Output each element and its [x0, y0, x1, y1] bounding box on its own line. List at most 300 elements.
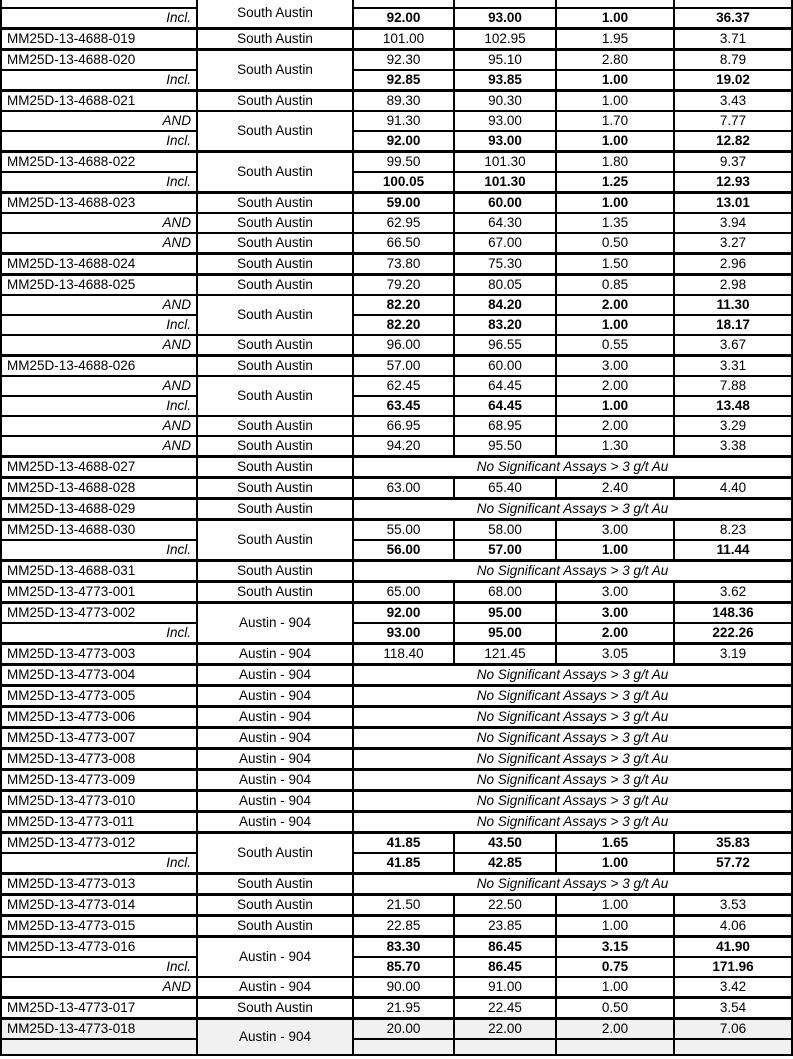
table-row: [1, 396, 792, 416]
table-row: [1, 376, 792, 396]
grade-cell: 13.48: [674, 396, 792, 416]
to-cell: 67.00: [454, 233, 556, 254]
grade-cell: 57.72: [674, 853, 792, 874]
table-row: [1, 749, 792, 770]
zone-cell: South Austin: [197, 233, 353, 254]
from-cell: 83.30: [353, 937, 454, 958]
table-row: [1, 457, 792, 478]
from-cell: 21.95: [353, 998, 454, 1019]
interval-cell: 1.00: [556, 193, 674, 214]
hole-id-cell: MM25D-13-4773-002: [1, 603, 197, 624]
interval-cell: 2.00: [556, 295, 674, 315]
hole-id-cell: MM25D-13-4773-011: [1, 812, 197, 833]
hole-id-cell: MM25D-13-4773-018: [1, 1019, 197, 1040]
table-row: [1, 29, 792, 50]
from-cell: 82.20: [353, 295, 454, 315]
to-cell: 86.45: [454, 937, 556, 958]
interval-cell: 0.50: [556, 998, 674, 1019]
to-cell: 64.45: [454, 376, 556, 396]
zone-cell: Austin - 904: [197, 770, 353, 791]
from-cell: 41.85: [353, 853, 454, 874]
to-cell: 91.00: [454, 977, 556, 998]
zone-cell: Austin - 904: [197, 812, 353, 833]
assay-table-body: [1, 0, 792, 1055]
interval-cell: 2.80: [556, 50, 674, 71]
from-cell: 66.95: [353, 416, 454, 436]
to-cell: 95.00: [454, 623, 556, 644]
table-row: [1, 874, 792, 895]
hole-id-cell: MM25D-13-4688-024: [1, 254, 197, 275]
from-cell: 41.85: [353, 833, 454, 854]
grade-cell: 3.62: [674, 582, 792, 603]
table-row: [1, 812, 792, 833]
no-significant-assays-cell: No Significant Assays > 3 g/t Au: [353, 770, 792, 791]
zone-cell: South Austin: [197, 376, 353, 416]
zone-cell: South Austin: [197, 275, 353, 296]
grade-cell: 12.93: [674, 172, 792, 193]
interval-cell: 0.85: [556, 275, 674, 296]
no-significant-assays-cell: No Significant Assays > 3 g/t Au: [353, 728, 792, 749]
interval-cell: 1.00: [556, 396, 674, 416]
no-significant-assays-cell: No Significant Assays > 3 g/t Au: [353, 665, 792, 686]
table-row: [1, 686, 792, 707]
from-cell: 90.00: [353, 977, 454, 998]
zone-cell: South Austin: [197, 416, 353, 436]
zone-cell: South Austin: [197, 478, 353, 499]
no-significant-assays-cell: No Significant Assays > 3 g/t Au: [353, 874, 792, 895]
zone-cell: South Austin: [197, 213, 353, 233]
from-cell: 20.00: [353, 1019, 454, 1040]
table-row: [1, 91, 792, 112]
interval-cell: 1.70: [556, 111, 674, 131]
hole-id-cell: MM25D-13-4773-003: [1, 644, 197, 665]
to-cell: 80.05: [454, 275, 556, 296]
grade-cell: 19.02: [674, 70, 792, 91]
from-cell: 92.00: [353, 603, 454, 624]
to-cell: 95.00: [454, 603, 556, 624]
hole-id-cell: MM25D-13-4773-016: [1, 937, 197, 958]
grade-cell: 3.53: [674, 895, 792, 916]
from-cell: 118.40: [353, 644, 454, 665]
grade-cell: 3.19: [674, 644, 792, 665]
to-cell: 22.00: [454, 1019, 556, 1040]
table-row: [1, 436, 792, 457]
zone-cell: South Austin: [197, 833, 353, 874]
zone-cell: South Austin: [197, 356, 353, 377]
from-cell: 79.20: [353, 275, 454, 296]
hole-id-cell: MM25D-13-4773-010: [1, 791, 197, 812]
from-cell: 92.00: [353, 131, 454, 152]
hole-id-cell: MM25D-13-4688-022: [1, 152, 197, 173]
to-cell: 60.00: [454, 193, 556, 214]
from-cell: 62.95: [353, 213, 454, 233]
interval-qualifier-cell: AND: [1, 295, 197, 315]
zone-cell: South Austin: [197, 499, 353, 520]
to-cell: 22.45: [454, 998, 556, 1019]
zone-cell: South Austin: [197, 916, 353, 937]
table-row: [1, 213, 792, 233]
zone-cell: Austin - 904: [197, 1019, 353, 1056]
to-cell: 64.45: [454, 396, 556, 416]
grade-cell: 3.43: [674, 91, 792, 112]
zone-cell: South Austin: [197, 335, 353, 356]
table-row: [1, 998, 792, 1019]
from-cell: 100.05: [353, 172, 454, 193]
zone-cell: Austin - 904: [197, 707, 353, 728]
interval-cell: 2.40: [556, 478, 674, 499]
interval-cell: 1.00: [556, 131, 674, 152]
zone-cell: South Austin: [197, 0, 353, 29]
to-cell: 93.00: [454, 111, 556, 131]
table-row: [1, 833, 792, 854]
hole-id-cell: MM25D-13-4688-023: [1, 193, 197, 214]
hole-id-cell: MM25D-13-4688-020: [1, 50, 197, 71]
interval-qualifier-cell: AND: [1, 111, 197, 131]
grade-cell: 11.30: [674, 295, 792, 315]
zone-cell: South Austin: [197, 152, 353, 193]
interval-cell: 2.00: [556, 376, 674, 396]
interval-qualifier-cell: Incl.: [1, 853, 197, 874]
table-row: [1, 416, 792, 436]
table-row: [1, 131, 792, 152]
grade-cell: 222.26: [674, 623, 792, 644]
hole-id-cell: MM25D-13-4688-026: [1, 356, 197, 377]
zone-cell: Austin - 904: [197, 977, 353, 998]
to-cell: 58.00: [454, 520, 556, 541]
table-row: [1, 916, 792, 937]
interval-qualifier-cell: Incl.: [1, 172, 197, 193]
interval-cell: 1.50: [556, 254, 674, 275]
table-row: [1, 728, 792, 749]
hole-id-cell: MM25D-13-4773-005: [1, 686, 197, 707]
grade-cell: 7.77: [674, 111, 792, 131]
to-cell: 84.20: [454, 295, 556, 315]
table-row: [1, 50, 792, 71]
interval-qualifier-cell: Incl.: [1, 957, 197, 977]
interval-qualifier-cell: Incl.: [1, 131, 197, 152]
to-cell: 83.20: [454, 315, 556, 335]
grade-cell: 12.82: [674, 131, 792, 152]
no-significant-assays-cell: No Significant Assays > 3 g/t Au: [353, 499, 792, 520]
grade-cell: 11.44: [674, 540, 792, 561]
from-cell: 56.00: [353, 540, 454, 561]
table-row: [1, 957, 792, 977]
no-significant-assays-cell: No Significant Assays > 3 g/t Au: [353, 812, 792, 833]
table-row: [1, 70, 792, 91]
to-cell: 90.30: [454, 91, 556, 112]
interval-qualifier-cell: Incl.: [1, 540, 197, 561]
from-cell: 63.45: [353, 396, 454, 416]
to-cell: 57.00: [454, 540, 556, 561]
no-significant-assays-cell: No Significant Assays > 3 g/t Au: [353, 686, 792, 707]
grade-cell: 3.29: [674, 416, 792, 436]
grade-cell: 35.83: [674, 833, 792, 854]
zone-cell: South Austin: [197, 111, 353, 152]
table-row: [1, 478, 792, 499]
interval-cell: 1.00: [556, 977, 674, 998]
to-cell: [454, 0, 556, 8]
grade-cell: 4.40: [674, 478, 792, 499]
zone-cell: South Austin: [197, 582, 353, 603]
interval-qualifier-cell: Incl.: [1, 623, 197, 644]
table-row: [1, 233, 792, 254]
to-cell: 64.30: [454, 213, 556, 233]
from-cell: 21.50: [353, 895, 454, 916]
table-row: [1, 937, 792, 958]
table-row: [1, 356, 792, 377]
table-row: [1, 561, 792, 582]
hole-id-cell: MM25D-13-4773-007: [1, 728, 197, 749]
grade-cell: 3.27: [674, 233, 792, 254]
table-row: [1, 275, 792, 296]
interval-cell: 3.00: [556, 356, 674, 377]
from-cell: [353, 0, 454, 8]
interval-cell: 0.75: [556, 957, 674, 977]
from-cell: [353, 1039, 454, 1055]
zone-cell: South Austin: [197, 91, 353, 112]
from-cell: 55.00: [353, 520, 454, 541]
table-row: [1, 895, 792, 916]
interval-cell: 2.00: [556, 416, 674, 436]
table-row: [1, 315, 792, 335]
grade-cell: 18.17: [674, 315, 792, 335]
interval-qualifier-cell: AND: [1, 335, 197, 356]
from-cell: 85.70: [353, 957, 454, 977]
table-row: [1, 791, 792, 812]
hole-id-cell: MM25D-13-4773-017: [1, 998, 197, 1019]
grade-cell: 4.06: [674, 916, 792, 937]
hole-id-cell: MM25D-13-4773-015: [1, 916, 197, 937]
zone-cell: South Austin: [197, 561, 353, 582]
zone-cell: Austin - 904: [197, 728, 353, 749]
grade-cell: 2.96: [674, 254, 792, 275]
hole-id-cell: MM25D-13-4773-006: [1, 707, 197, 728]
table-row: [1, 977, 792, 998]
hole-id-cell: MM25D-13-4688-019: [1, 29, 197, 50]
to-cell: 95.50: [454, 436, 556, 457]
hole-id-cell: MM25D-13-4688-027: [1, 457, 197, 478]
interval-cell: 1.00: [556, 70, 674, 91]
table-row: [1, 520, 792, 541]
to-cell: 68.95: [454, 416, 556, 436]
from-cell: 89.30: [353, 91, 454, 112]
grade-cell: 3.71: [674, 29, 792, 50]
interval-cell: 3.00: [556, 520, 674, 541]
table-row: [1, 152, 792, 173]
grade-cell: 7.88: [674, 376, 792, 396]
to-cell: 86.45: [454, 957, 556, 977]
zone-cell: South Austin: [197, 874, 353, 895]
hole-id-cell: MM25D-13-4688-028: [1, 478, 197, 499]
table-row: [1, 540, 792, 561]
interval-cell: 1.00: [556, 315, 674, 335]
table-row: [1, 623, 792, 644]
grade-cell: 9.37: [674, 152, 792, 173]
zone-cell: Austin - 904: [197, 686, 353, 707]
interval-cell: 0.55: [556, 335, 674, 356]
table-row: [1, 254, 792, 275]
table-row: [1, 853, 792, 874]
from-cell: 82.20: [353, 315, 454, 335]
table-row: [1, 193, 792, 214]
to-cell: 93.00: [454, 131, 556, 152]
interval-cell: 1.00: [556, 91, 674, 112]
interval-cell: 2.00: [556, 623, 674, 644]
hole-id-cell: MM25D-13-4688-030: [1, 520, 197, 541]
from-cell: 92.30: [353, 50, 454, 71]
zone-cell: Austin - 904: [197, 603, 353, 644]
to-cell: 93.00: [454, 8, 556, 29]
grade-cell: 3.94: [674, 213, 792, 233]
hole-id-cell: MM25D-13-4773-014: [1, 895, 197, 916]
zone-cell: Austin - 904: [197, 749, 353, 770]
table-row: [1, 603, 792, 624]
no-significant-assays-cell: No Significant Assays > 3 g/t Au: [353, 457, 792, 478]
interval-cell: 1.80: [556, 152, 674, 173]
from-cell: 91.30: [353, 111, 454, 131]
from-cell: 94.20: [353, 436, 454, 457]
zone-cell: Austin - 904: [197, 644, 353, 665]
hole-id-cell: MM25D-13-4688-031: [1, 561, 197, 582]
interval-cell: [556, 0, 674, 8]
interval-qualifier-cell: AND: [1, 977, 197, 998]
hole-id-cell: MM25D-13-4773-004: [1, 665, 197, 686]
zone-cell: South Austin: [197, 254, 353, 275]
grade-cell: 3.42: [674, 977, 792, 998]
from-cell: 93.00: [353, 623, 454, 644]
zone-cell: Austin - 904: [197, 937, 353, 978]
to-cell: 93.85: [454, 70, 556, 91]
interval-cell: 0.50: [556, 233, 674, 254]
zone-cell: South Austin: [197, 29, 353, 50]
interval-qualifier-cell: AND: [1, 416, 197, 436]
grade-cell: 8.23: [674, 520, 792, 541]
grade-cell: 2.98: [674, 275, 792, 296]
from-cell: 66.50: [353, 233, 454, 254]
to-cell: 42.85: [454, 853, 556, 874]
table-row: [1, 111, 792, 131]
to-cell: 96.55: [454, 335, 556, 356]
interval-cell: 1.95: [556, 29, 674, 50]
zone-cell: South Austin: [197, 895, 353, 916]
grade-cell: 171.96: [674, 957, 792, 977]
to-cell: 121.45: [454, 644, 556, 665]
interval-qualifier-cell: AND: [1, 213, 197, 233]
interval-cell: 1.00: [556, 853, 674, 874]
from-cell: 73.80: [353, 254, 454, 275]
hole-id-cell: MM25D-13-4773-012: [1, 833, 197, 854]
from-cell: 57.00: [353, 356, 454, 377]
table-row: [1, 665, 792, 686]
to-cell: 101.30: [454, 152, 556, 173]
hole-id-cell: MM25D-13-4773-009: [1, 770, 197, 791]
interval-cell: 1.00: [556, 8, 674, 29]
interval-qualifier-cell: Incl.: [1, 396, 197, 416]
interval-cell: 1.25: [556, 172, 674, 193]
interval-qualifier-cell: Incl.: [1, 8, 197, 29]
interval-qualifier-cell: AND: [1, 233, 197, 254]
hole-id-cell: [1, 0, 197, 8]
zone-cell: South Austin: [197, 436, 353, 457]
zone-cell: South Austin: [197, 457, 353, 478]
grade-cell: 7.06: [674, 1019, 792, 1040]
from-cell: 63.00: [353, 478, 454, 499]
to-cell: 75.30: [454, 254, 556, 275]
table-row: [1, 707, 792, 728]
zone-cell: South Austin: [197, 50, 353, 91]
interval-qualifier-cell: Incl.: [1, 70, 197, 91]
hole-id-cell: MM25D-13-4688-021: [1, 91, 197, 112]
to-cell: 23.85: [454, 916, 556, 937]
no-significant-assays-cell: No Significant Assays > 3 g/t Au: [353, 707, 792, 728]
no-significant-assays-cell: No Significant Assays > 3 g/t Au: [353, 561, 792, 582]
zone-cell: Austin - 904: [197, 791, 353, 812]
interval-qualifier-cell: AND: [1, 376, 197, 396]
grade-cell: 3.67: [674, 335, 792, 356]
interval-cell: 1.00: [556, 895, 674, 916]
to-cell: 22.50: [454, 895, 556, 916]
table-row: [1, 499, 792, 520]
from-cell: 96.00: [353, 335, 454, 356]
to-cell: 95.10: [454, 50, 556, 71]
table-row: [1, 172, 792, 193]
table-row: [1, 770, 792, 791]
no-significant-assays-cell: No Significant Assays > 3 g/t Au: [353, 791, 792, 812]
from-cell: 22.85: [353, 916, 454, 937]
hole-id-cell: MM25D-13-4688-029: [1, 499, 197, 520]
interval-cell: 3.00: [556, 603, 674, 624]
hole-id-cell: MM25D-13-4773-008: [1, 749, 197, 770]
to-cell: 60.00: [454, 356, 556, 377]
grade-cell: 148.36: [674, 603, 792, 624]
no-significant-assays-cell: No Significant Assays > 3 g/t Au: [353, 749, 792, 770]
grade-cell: 3.31: [674, 356, 792, 377]
interval-cell: [556, 1039, 674, 1055]
to-cell: 101.30: [454, 172, 556, 193]
interval-cell: 1.35: [556, 213, 674, 233]
from-cell: 99.50: [353, 152, 454, 173]
grade-cell: 8.79: [674, 50, 792, 71]
zone-cell: South Austin: [197, 998, 353, 1019]
interval-cell: 3.00: [556, 582, 674, 603]
interval-cell: 3.15: [556, 937, 674, 958]
zone-cell: South Austin: [197, 193, 353, 214]
interval-cell: 2.00: [556, 1019, 674, 1040]
grade-cell: 3.54: [674, 998, 792, 1019]
interval-cell: 1.30: [556, 436, 674, 457]
from-cell: 62.45: [353, 376, 454, 396]
table-row: [1, 644, 792, 665]
table-row: [1, 295, 792, 315]
table-row: [1, 0, 792, 8]
grade-cell: 41.90: [674, 937, 792, 958]
table-row: [1, 1019, 792, 1040]
grade-cell: [674, 0, 792, 8]
zone-cell: Austin - 904: [197, 665, 353, 686]
table-row: [1, 8, 792, 29]
to-cell: 102.95: [454, 29, 556, 50]
grade-cell: 36.37: [674, 8, 792, 29]
hole-id-cell: MM25D-13-4773-001: [1, 582, 197, 603]
hole-id-cell: MM25D-13-4773-013: [1, 874, 197, 895]
from-cell: 65.00: [353, 582, 454, 603]
grade-cell: [674, 1039, 792, 1055]
zone-cell: South Austin: [197, 295, 353, 335]
from-cell: 59.00: [353, 193, 454, 214]
table-row: [1, 335, 792, 356]
to-cell: 65.40: [454, 478, 556, 499]
to-cell: 43.50: [454, 833, 556, 854]
